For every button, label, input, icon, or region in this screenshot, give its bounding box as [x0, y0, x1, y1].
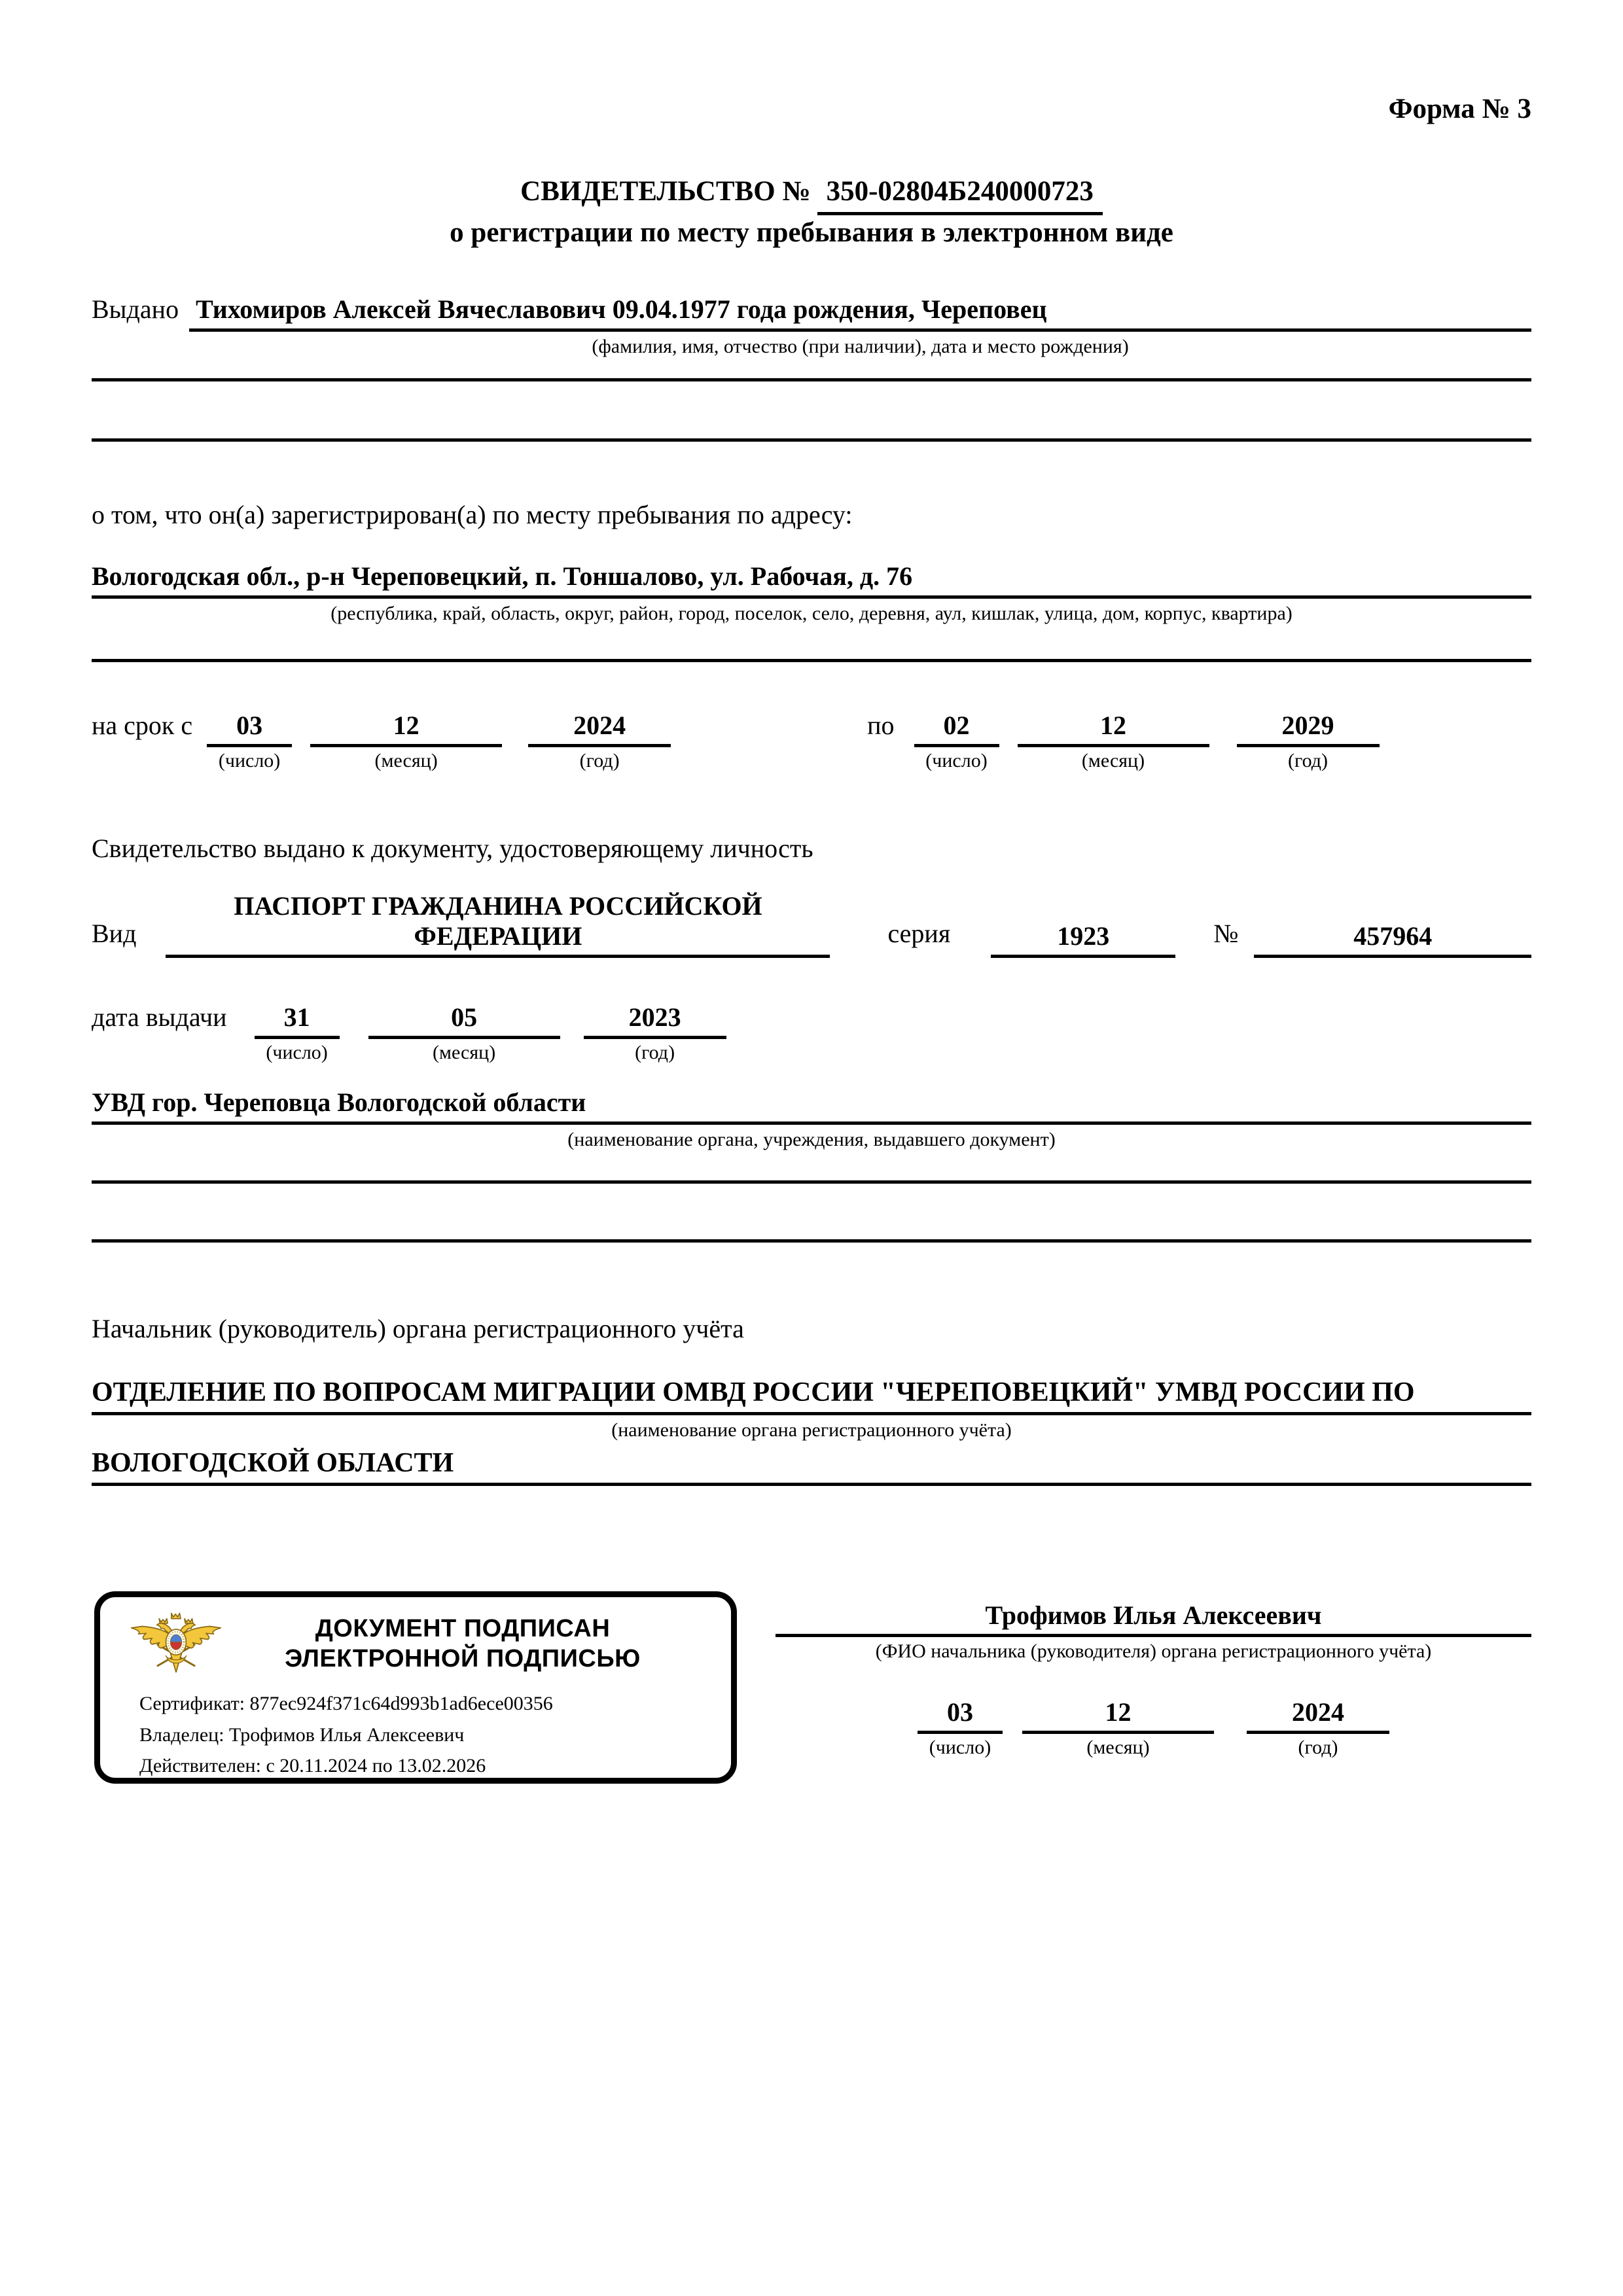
- kind-line2: ФЕДЕРАЦИИ: [414, 921, 582, 951]
- date-value: 2023: [584, 1002, 726, 1039]
- date-value: 12: [1022, 1697, 1214, 1734]
- electronic-signature-stamp: [94, 1591, 737, 1784]
- date-caption: (год): [1288, 750, 1328, 771]
- issued-to-caption: (фамилия, имя, отчество (при наличии), дата и место рождения): [592, 336, 1129, 357]
- date-value: 02: [914, 711, 999, 747]
- stamp-title-line1: ДОКУМЕНТ ПОДПИСАН: [315, 1615, 611, 1643]
- date-value: 2029: [1237, 711, 1380, 747]
- date-caption: (число): [218, 750, 281, 771]
- date-caption: (число): [266, 1042, 328, 1063]
- signatory-block: [776, 1600, 1531, 1759]
- address-caption: (республика, край, область, округ, район, город, поселок, село, деревня, аул, кишлак, улица, дом, корпус, квартира): [330, 603, 1293, 624]
- date-value: 05: [368, 1002, 560, 1039]
- signature-day-field: [918, 1697, 1003, 1759]
- signatory-name: Трофимов Илья Алексеевич: [776, 1600, 1531, 1637]
- date-value: 03: [207, 711, 292, 747]
- stamp-title: [231, 1614, 694, 1674]
- registration-organ-block: [92, 1377, 1531, 1486]
- date-caption: (год): [1298, 1736, 1338, 1758]
- date-value: 2024: [528, 711, 671, 747]
- date-caption: (год): [635, 1042, 675, 1063]
- organ-name-line2: ВОЛОГОДСКОЙ ОБЛАСТИ: [92, 1447, 1531, 1486]
- date-caption: (год): [579, 750, 620, 771]
- mvd-eagle-emblem-icon: [121, 1612, 231, 1677]
- number-value: 457964: [1254, 921, 1531, 958]
- blank-line: [92, 1180, 1531, 1184]
- issued-to-row: [92, 294, 1531, 359]
- date-value: 31: [255, 1002, 340, 1039]
- registration-intro: о том, что он(а) зарегистрирован(а) по месту пребывания по адресу:: [92, 500, 853, 529]
- term-from-label: на срок с: [92, 711, 193, 740]
- address-value: Вологодская обл., р-н Череповецкий, п. Тоншалово, ул. Рабочая, д. 76: [92, 561, 1531, 599]
- kind-label: Вид: [92, 919, 137, 948]
- term-row: [92, 711, 1531, 773]
- number-label: №: [1213, 919, 1239, 948]
- form-number-label: Форма № 3: [1388, 94, 1531, 124]
- issue-date-label: дата выдачи: [92, 1002, 227, 1032]
- blank-line: [92, 1239, 1531, 1243]
- issued-to-value: Тихомиров Алексей Вячеславович 09.04.1977 года рождения, Череповец: [189, 294, 1531, 332]
- blank-line: [92, 659, 1531, 662]
- issue-day-field: [255, 1002, 340, 1065]
- organ-caption: (наименование органа регистрационного учёта): [611, 1419, 1012, 1441]
- issued-to-field: [189, 294, 1531, 359]
- date-value: 2024: [1247, 1697, 1389, 1734]
- date-caption: (число): [929, 1736, 991, 1758]
- kind-field: [166, 891, 830, 958]
- identity-document-intro: Свидетельство выдано к документу, удостоверяющему личность: [92, 834, 813, 863]
- kind-line1: ПАСПОРТ ГРАЖДАНИНА РОССИЙСКОЙ: [234, 891, 762, 921]
- issued-to-label: Выдано: [92, 294, 179, 324]
- issue-year-field: [584, 1002, 726, 1065]
- organ-name-line1: ОТДЕЛЕНИЕ ПО ВОПРОСАМ МИГРАЦИИ ОМВД РОССИИ "ЧЕРЕПОВЕЦКИЙ" УМВД РОССИИ ПО: [92, 1377, 1531, 1415]
- head-official-label: Начальник (руководитель) органа регистрационного учёта: [92, 1314, 744, 1343]
- issuer-value: УВД гор. Череповца Вологодской области: [92, 1087, 1531, 1125]
- issue-date-row: [92, 1002, 1531, 1065]
- term-from-year-field: [528, 711, 671, 773]
- title-prefix: СВИДЕТЕЛЬСТВО №: [520, 176, 811, 207]
- address-block: [92, 561, 1531, 626]
- stamp-details: [139, 1693, 718, 1778]
- signature-month-field: [1022, 1697, 1214, 1759]
- term-to-label: по: [867, 711, 895, 740]
- date-caption: (число): [925, 750, 988, 771]
- document-kind-row: [92, 891, 1531, 958]
- signature-year-field: [1247, 1697, 1389, 1759]
- series-value: 1923: [991, 921, 1175, 958]
- issuer-caption: (наименование органа, учреждения, выдавшего документ): [567, 1129, 1056, 1150]
- document-title: [92, 174, 1531, 251]
- title-subtitle: о регистрации по месту пребывания в электронном виде: [450, 217, 1173, 249]
- term-to-month-field: [1018, 711, 1209, 773]
- term-to-year-field: [1237, 711, 1380, 773]
- signature-date-row: [776, 1697, 1531, 1759]
- stamp-validity: Действителен: с 20.11.2024 по 13.02.2026: [139, 1755, 486, 1776]
- date-caption: (месяц): [1081, 750, 1145, 771]
- term-to-day-field: [914, 711, 999, 773]
- date-value: 12: [310, 711, 502, 747]
- date-value: 12: [1018, 711, 1209, 747]
- certificate-number: 350-02804Б240000723: [817, 174, 1103, 215]
- issuer-block: [92, 1087, 1531, 1152]
- term-from-day-field: [207, 711, 292, 773]
- blank-line: [92, 438, 1531, 442]
- date-caption: (месяц): [432, 1042, 496, 1063]
- term-from-month-field: [310, 711, 502, 773]
- series-label: серия: [887, 919, 951, 948]
- date-caption: (месяц): [374, 750, 438, 771]
- stamp-header: [100, 1612, 731, 1677]
- blank-line: [92, 378, 1531, 381]
- title-line1: [92, 174, 1531, 215]
- stamp-owner: Владелец: Трофимов Илья Алексеевич: [139, 1723, 465, 1746]
- issue-month-field: [368, 1002, 560, 1065]
- stamp-certificate: Сертификат: 877ec924f371c64d993b1ad6ece00356: [139, 1693, 553, 1714]
- signatory-caption: (ФИО начальника (руководителя) органа регистрационного учёта): [875, 1640, 1432, 1662]
- date-caption: (месяц): [1086, 1736, 1150, 1758]
- date-value: 03: [918, 1697, 1003, 1734]
- stamp-title-line2: ЭЛЕКТРОННОЙ ПОДПИСЬЮ: [285, 1645, 641, 1672]
